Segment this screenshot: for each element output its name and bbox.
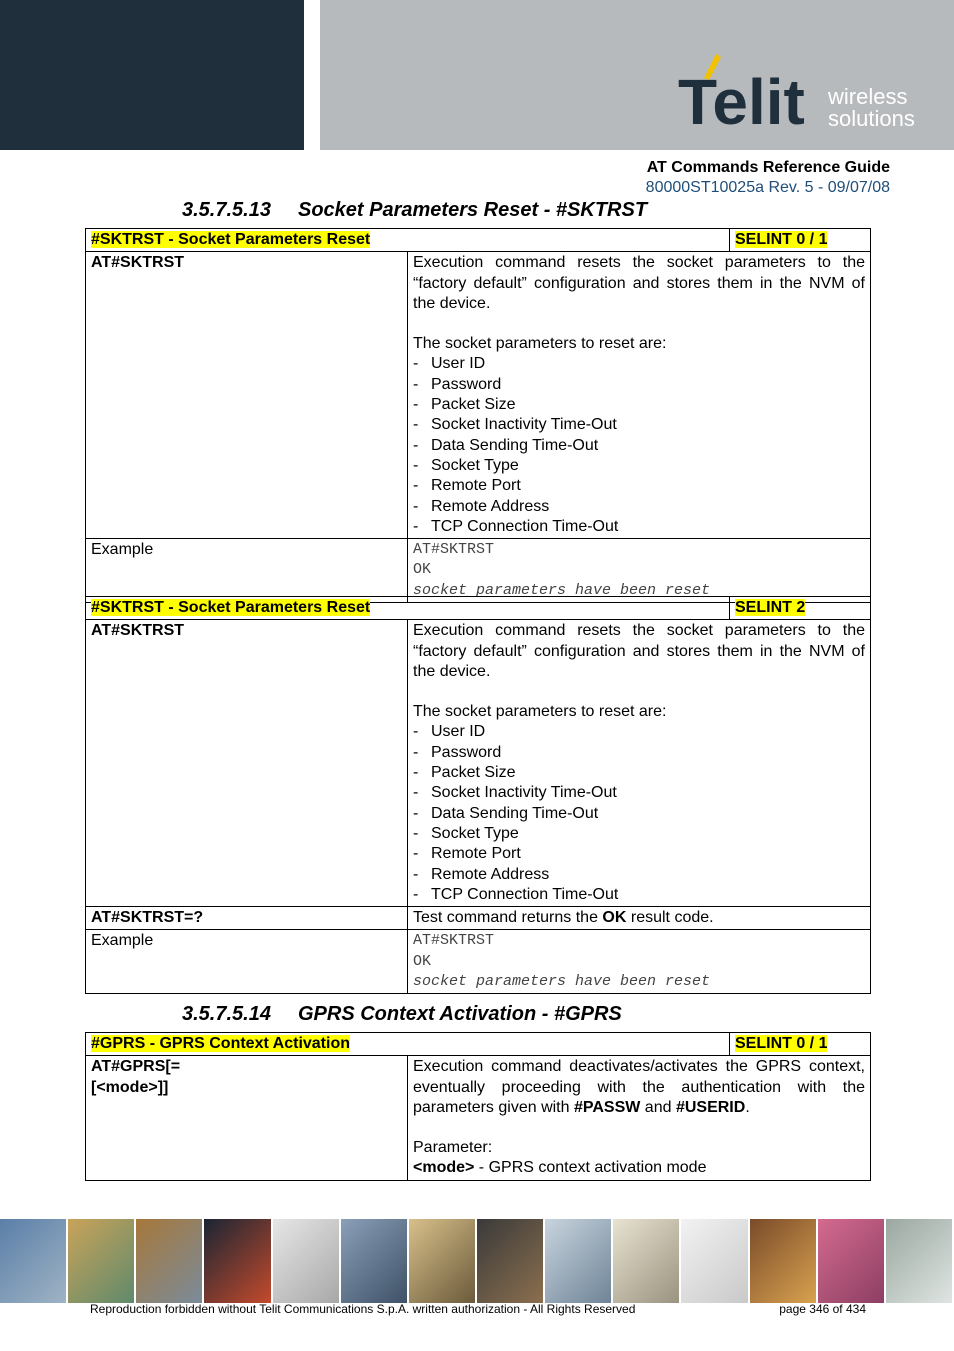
list-item: - Packet Size [413,763,865,783]
desc-text: and [640,1098,676,1116]
parameter-label: Parameter: [413,1139,493,1157]
guide-title: AT Commands Reference Guide [646,159,890,176]
list-item: - TCP Connection Time-Out [413,885,865,905]
list-item: - Remote Port [413,844,865,864]
command-cell: AT#SKTRST [86,252,408,539]
section-heading-sktrst [182,199,647,222]
table-row [86,930,871,994]
selint-label: SELINT 0 / 1 [735,1035,828,1052]
command-cell: AT#SKTRST [86,620,408,907]
document-title-block [646,158,890,198]
page-number: page 346 of 434 [779,1302,866,1316]
table-row [86,252,871,539]
list-item: - TCP Connection Time-Out [413,517,865,537]
example-label: Example [86,539,408,603]
section-number: 3.5.7.5.14 [182,1003,271,1025]
param-list [413,722,865,905]
guide-revision: 80000ST10025a Rev. 5 - 09/07/08 [645,179,890,196]
footer-image [681,1219,749,1303]
table-header-row [86,229,871,252]
description-cell [408,252,871,539]
logo-wordmark: Telit [678,66,805,134]
table-header-selint-cell [730,1033,871,1056]
table-row [86,539,871,603]
parameter-name: <mode> [413,1159,475,1177]
param-list-intro: The socket parameters to reset are: [413,335,667,353]
command-description: Execution command resets the socket parameters to the “factory default” configuration and stores them in the NVM of the device. [413,622,865,680]
command-cell: AT#SKTRST=? [86,907,408,930]
table-header-row [86,1033,871,1056]
userid-ref: #USERID [675,1098,746,1116]
table-header-title: #SKTRST - Socket Parameters Reset [91,599,371,616]
table-header-title: #GPRS - GPRS Context Activation [91,1035,350,1052]
table-header-selint-cell [730,597,871,620]
description-cell [408,907,871,930]
footer-photo-strip [0,1219,954,1303]
table-header-cell [86,229,730,252]
param-list-intro: The socket parameters to reset are: [413,703,667,721]
selint-label: SELINT 2 [735,599,806,616]
list-item: - Password [413,375,865,395]
example-line: OK [413,952,432,970]
footer-image [750,1219,818,1303]
logo-tagline-1: wireless [828,84,908,109]
list-item: - Packet Size [413,395,865,415]
list-item: - User ID [413,722,865,742]
logo-tagline-2: solutions [828,106,915,131]
test-desc-pre: Test command returns the [413,909,603,927]
example-line: socket parameters have been reset [413,581,711,599]
desc-text: . [745,1098,750,1116]
footer-image [341,1219,409,1303]
list-item: - Socket Type [413,824,865,844]
table-header-cell [86,1033,730,1056]
telit-logo [676,48,936,134]
footer-image [545,1219,613,1303]
command-syntax-line: [<mode>]] [91,1078,169,1096]
table-header-row [86,597,871,620]
table-header-selint-cell [730,229,871,252]
sktrst-table-selint2 [85,596,871,994]
list-item: - Socket Inactivity Time-Out [413,415,865,435]
example-line: AT#SKTRST [413,541,495,559]
command-cell [86,1056,408,1180]
description-cell [408,620,871,907]
command-description: Execution command resets the socket parameters to the “factory default” configuration and stores them in the NVM of the device. [413,254,865,312]
table-row [86,907,871,930]
footer-image [409,1219,477,1303]
list-item: - Remote Address [413,497,865,517]
table-header-cell [86,597,730,620]
list-item: - Password [413,743,865,763]
section-number: 3.5.7.5.13 [182,199,271,221]
section-title: GPRS Context Activation - #GPRS [298,1003,622,1025]
footer-image [204,1219,272,1303]
parameter-desc: - GPRS context activation mode [474,1159,707,1177]
example-line: OK [413,561,432,579]
footer-image [0,1219,68,1303]
example-line: AT#SKTRST [413,932,495,950]
example-cell [408,539,871,603]
footer-copyright: Reproduction forbidden without Telit Communications S.p.A. written authorization - All Rights Reserved [90,1302,636,1316]
section-heading-gprs [182,1003,622,1026]
description-cell [408,1056,871,1180]
param-list [413,354,865,537]
footer-image [886,1219,954,1303]
test-desc-post: result code. [626,909,714,927]
footer-image [477,1219,545,1303]
example-label: Example [86,930,408,994]
header-dark-panel [0,0,304,150]
list-item: - Data Sending Time-Out [413,436,865,456]
table-row [86,1056,871,1180]
footer-image [136,1219,204,1303]
list-item: - Socket Type [413,456,865,476]
table-header-title: #SKTRST - Socket Parameters Reset [91,231,371,248]
footer-image [273,1219,341,1303]
table-row [86,620,871,907]
section-title: Socket Parameters Reset - #SKTRST [298,199,648,221]
ok-code: OK [602,909,627,927]
list-item: - Remote Port [413,476,865,496]
list-item: - Socket Inactivity Time-Out [413,783,865,803]
command-syntax-line: AT#GPRS[= [91,1058,181,1076]
list-item: - Remote Address [413,865,865,885]
example-line: socket parameters have been reset [413,973,711,991]
parameter-line [413,1158,865,1178]
command-description [413,1057,865,1118]
sktrst-table-selint01 [85,228,871,603]
footer-image [68,1219,136,1303]
footer-image [818,1219,886,1303]
example-cell [408,930,871,994]
footer-image [613,1219,681,1303]
gprs-table-selint01 [85,1032,871,1181]
desc-text: Execution command deactivates/activates the GPRS context, eventually proceeding with the authentication with the parameters given with [413,1058,865,1116]
footer [90,1302,866,1316]
list-item: - User ID [413,354,865,374]
list-item: - Data Sending Time-Out [413,804,865,824]
selint-label: SELINT 0 / 1 [735,231,828,248]
passw-ref: #PASSW [573,1098,641,1116]
